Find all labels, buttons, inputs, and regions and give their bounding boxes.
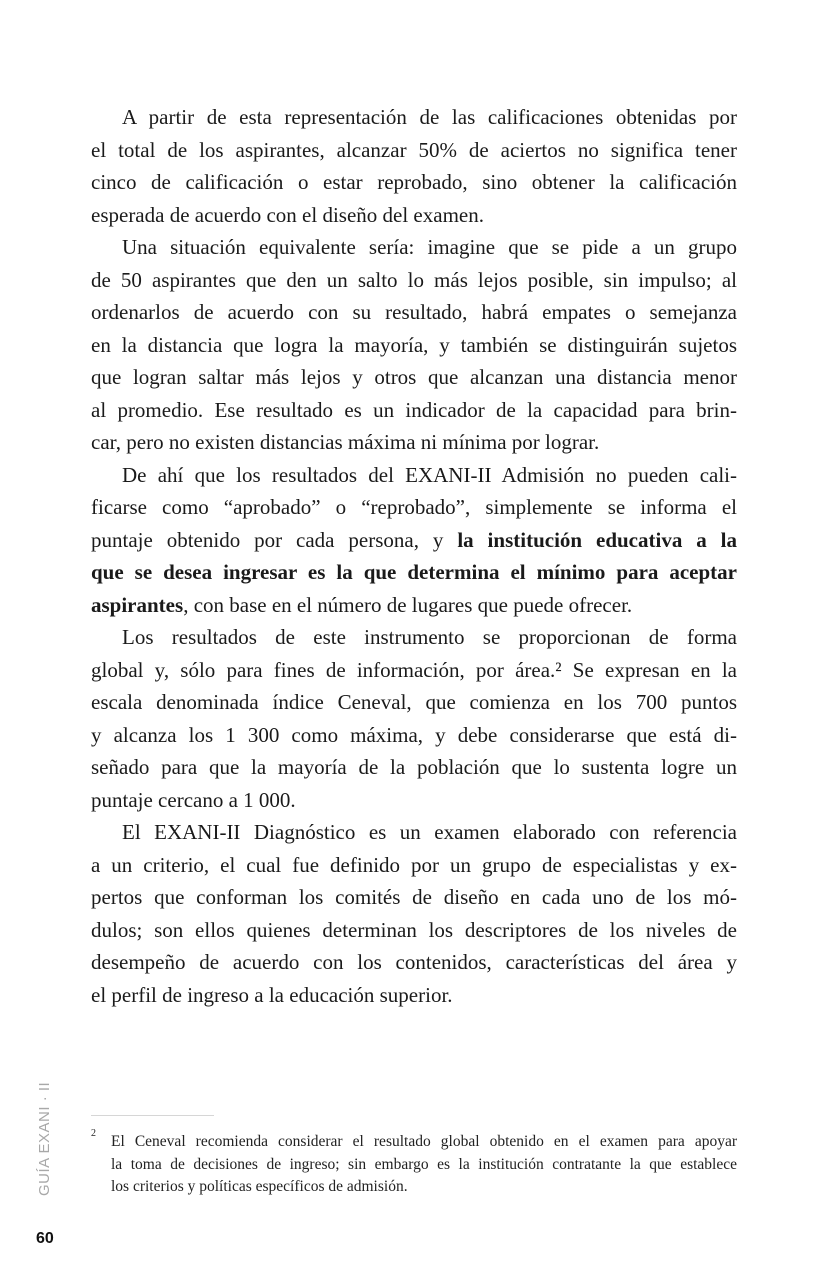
paragraph	[91, 459, 737, 622]
text-line	[91, 719, 737, 752]
text-line	[91, 816, 737, 849]
text-segment: A partir de esta representación de las calificaciones obtenidas por	[122, 105, 737, 129]
text-line	[91, 881, 737, 914]
paragraph	[91, 816, 737, 1011]
text-segment: car, pero no existen distancias máxima ni mínima por lograr.	[91, 430, 600, 454]
paragraph	[91, 231, 737, 459]
text-line	[91, 231, 737, 264]
text-segment: al promedio. Ese resultado es un indicador de la capacidad para brin-	[91, 397, 737, 422]
text-segment: a un criterio, el cual fue definido por un grupo de especialistas y ex-	[91, 852, 737, 877]
footnote-line: El Ceneval recomienda considerar el resultado global obtenido en el examen para apoyar	[111, 1133, 737, 1150]
text-line	[91, 101, 737, 134]
text-segment: puntaje obtenido por cada persona, y	[91, 527, 458, 552]
text-segment: el perfil de ingreso a la educación superior.	[91, 982, 453, 1007]
page-number: 60	[36, 1230, 54, 1247]
text-line	[91, 329, 737, 362]
text-segment: Los resultados de este instrumento se proporcionan de forma	[122, 625, 737, 649]
text-line	[91, 621, 737, 654]
text-segment: De ahí que los resultados del EXANI-II Admisión no pueden cali-	[122, 462, 737, 487]
text-segment: y alcanza los 1 300 como máxima, y debe considerarse que está di-	[91, 722, 737, 747]
text-segment: señado para que la mayoría de la población que lo sustenta logre un	[91, 755, 737, 779]
text-segment: ficarse como “aprobado” o “reprobado”, simplemente se informa el	[91, 495, 737, 519]
footnote	[91, 1128, 737, 1199]
text-segment: escala denominada índice Ceneval, que comienza en los 700 puntos	[91, 690, 737, 714]
text-segment: cinco de calificación o estar reprobado, sino obtener la calificación	[91, 170, 737, 194]
text-line	[91, 556, 737, 589]
text-line	[91, 979, 737, 1012]
text-line	[91, 784, 737, 817]
footnote-marker: 2	[91, 1128, 96, 1139]
text-line	[91, 426, 737, 459]
text-segment: que logran saltar más lejos y otros que alcanzan una distancia menor	[91, 365, 737, 389]
footnote-divider	[91, 1115, 214, 1116]
text-segment: esperada de acuerdo con el diseño del examen.	[91, 202, 484, 227]
text-segment: pertos que conforman los comités de diseño en cada uno de los mó-	[91, 885, 737, 909]
text-line	[91, 166, 737, 199]
bold-text: que se desea ingresar es la que determina el mínimo para aceptar	[91, 560, 737, 584]
paragraph	[91, 101, 737, 231]
text-segment: en la distancia que logra la mayoría, y también se distinguirán sujetos	[91, 332, 737, 357]
text-segment: dulos; son ellos quienes determinan los descriptores de los niveles de	[91, 917, 737, 942]
text-line	[91, 686, 737, 719]
footnote-line: la toma de decisiones de ingreso; sin embargo es la institución contratante la que establece	[111, 1155, 737, 1173]
text-line	[91, 394, 737, 427]
text-line	[91, 296, 737, 329]
text-segment: Se expresan en la	[561, 657, 737, 682]
text-line	[91, 491, 737, 524]
text-segment: ordenarlos de acuerdo con su resultado, habrá empates o semejanza	[91, 300, 737, 324]
text-line	[91, 199, 737, 232]
text-segment: desempeño de acuerdo con los contenidos, características del área y	[91, 950, 737, 974]
text-segment: El EXANI-II Diagnóstico es un examen elaborado con referencia	[122, 820, 737, 844]
text-line	[91, 361, 737, 394]
text-line	[91, 849, 737, 882]
bold-text: la institución educativa a la	[457, 527, 737, 552]
text-line	[91, 654, 737, 687]
text-line	[91, 914, 737, 947]
text-line	[91, 524, 737, 557]
text-line	[91, 589, 737, 622]
text-segment: de 50 aspirantes que den un salto lo más lejos posible, sin impulso; al	[91, 267, 737, 292]
text-line	[91, 134, 737, 167]
bold-text: aspirantes	[91, 592, 184, 617]
body-text	[91, 101, 737, 1011]
text-line	[91, 946, 737, 979]
text-segment: puntaje cercano a 1 000.	[91, 787, 296, 812]
text-line	[91, 751, 737, 784]
paragraph	[91, 621, 737, 816]
footnote-line: los criterios y políticas específicos de admisión.	[111, 1178, 408, 1195]
text-segment: global y, sólo para fines de información, por área.²	[91, 657, 562, 682]
text-line	[91, 264, 737, 297]
running-header: GUÍA EXANI · II	[36, 1081, 53, 1196]
text-segment: el total de los aspirantes, alcanzar 50% de aciertos no significa tener	[91, 137, 737, 162]
text-segment: Una situación equivalente sería: imagine que se pide a un grupo	[122, 235, 737, 259]
text-segment: , con base en el número de lugares que puede ofrecer.	[183, 592, 633, 617]
text-line	[91, 459, 737, 492]
